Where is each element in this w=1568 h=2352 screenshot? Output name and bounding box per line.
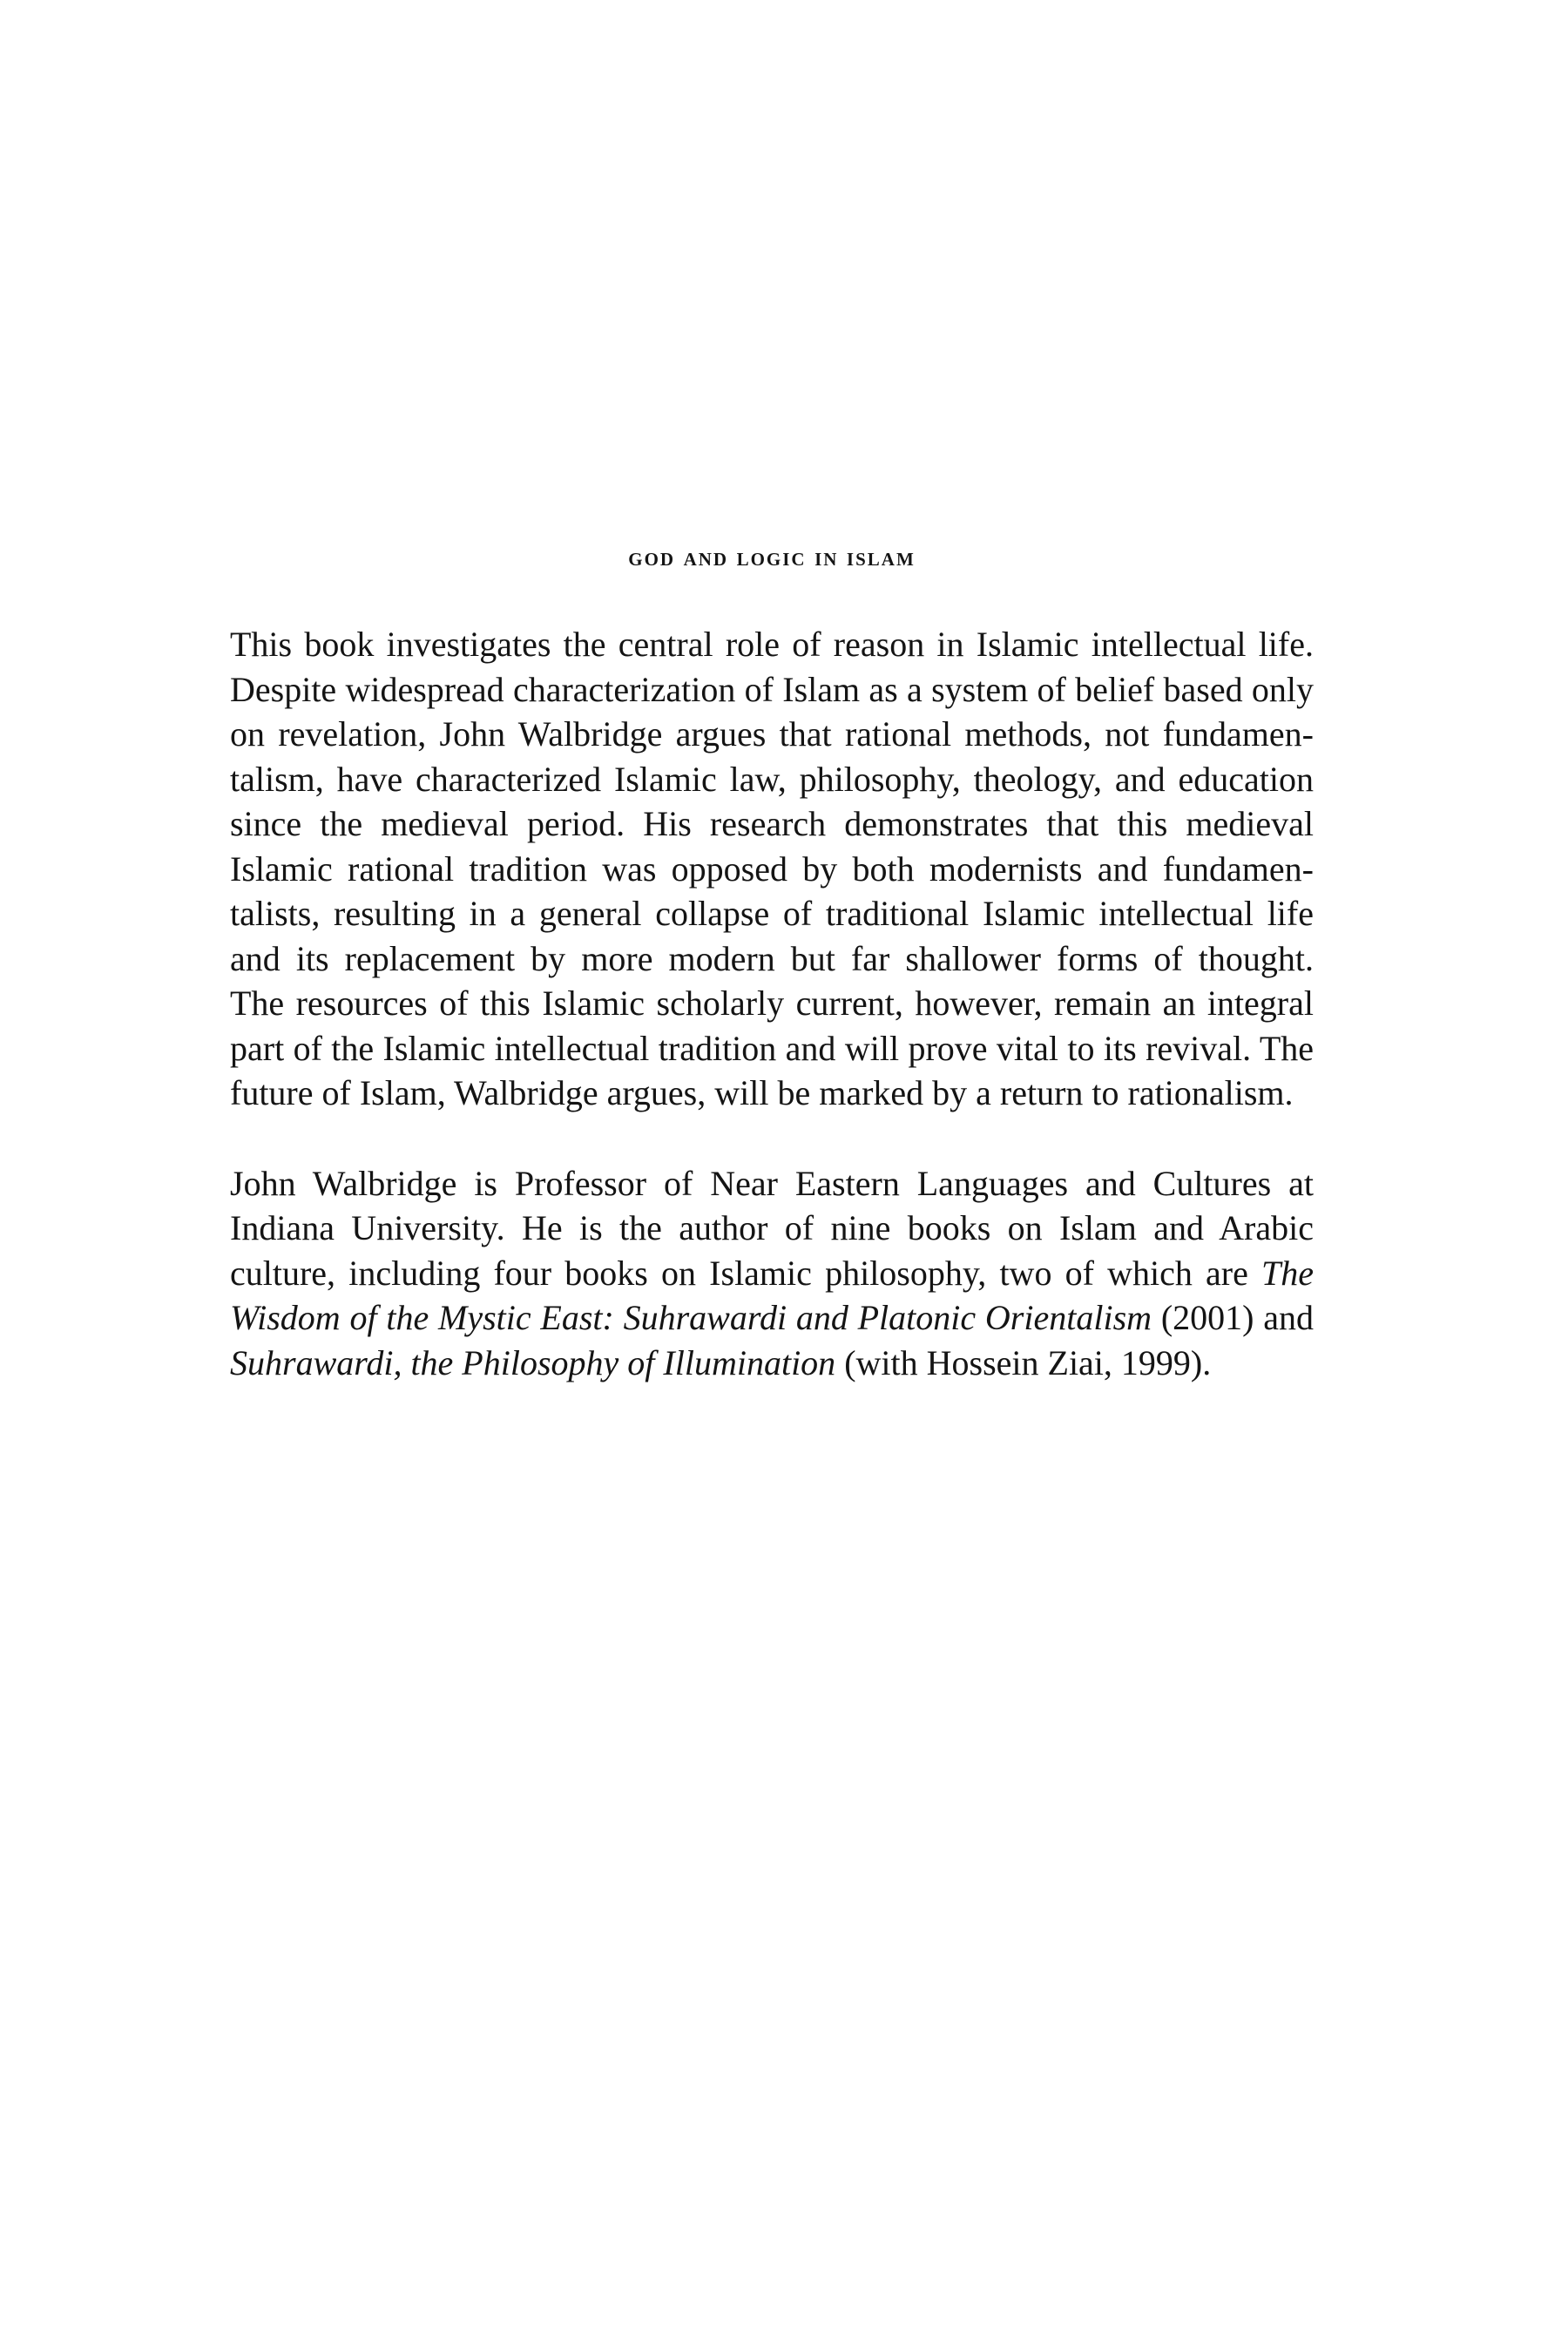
author-bio-text: culture, including four books on Islamic philosophy, two of which are [230,1253,1261,1293]
description-line: talists, resulting in a general collapse of traditional Islamic intellectual life [230,894,1314,933]
author-bio [230,1161,1314,1386]
book-title-italic: Suhrawardi, the Philosophy of Illumination [230,1342,836,1382]
author-bio-line: John Walbridge is Professor of Near Eastern Languages and Cultures at [230,1163,1314,1203]
description-line: since the medieval period. His research demonstrates that this medieval [230,804,1314,843]
text-block [230,540,1314,1385]
author-bio-text: (with Hossein Ziai, 1999). [835,1342,1212,1382]
author-bio-line [230,1341,1314,1386]
author-bio-text: (2001) and [1152,1298,1315,1337]
book-title-italic: The [1261,1253,1314,1293]
description-line: This book investigates the central role of reason in Islamic intellectual life. [230,625,1314,664]
author-bio-line [230,1295,1314,1341]
description-line: part of the Islamic intellectual tradition and will prove vital to its revival. The [230,1028,1314,1068]
description-line: talism, have characterized Islamic law, philosophy, theology, and education [230,759,1314,799]
description-line: future of Islam, Walbridge argues, will be marked by a return to rationalism. [230,1073,1294,1112]
description-line: Despite widespread characterization of Islam as a system of belief based only [230,669,1314,709]
author-bio-line [230,1251,1314,1296]
description-line: The resources of this Islamic scholarly current, however, remain an integral [230,983,1314,1023]
page-title: god and logic in islam [628,543,916,571]
description-line: Islamic rational tradition was opposed by both modernists and fundamen- [230,848,1314,889]
description-line: and its replacement by more modern but far shallower forms of thought. [230,938,1314,978]
book-title-italic: Wisdom of the Mystic East: Suhrawardi and Platonic Orientalism [230,1298,1152,1337]
book-description [230,622,1314,1116]
author-bio-line: Indiana University. He is the author of nine books on Islam and Arabic [230,1208,1314,1247]
description-line: on revelation, John Walbridge argues that rational methods, not fundamen- [230,714,1314,754]
